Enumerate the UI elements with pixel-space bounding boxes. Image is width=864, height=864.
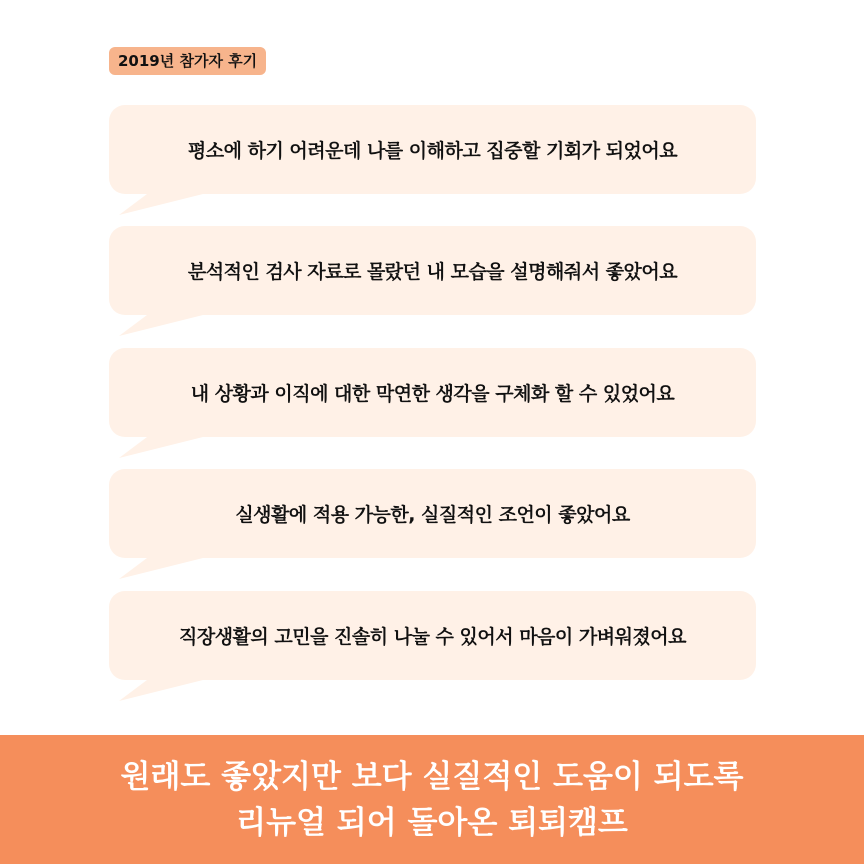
review-text: 실생활에 적용 가능한, 실질적인 조언이 좋았어요 (235, 504, 630, 526)
review-bubble (109, 348, 756, 437)
review-bubble (109, 469, 756, 558)
review-bubble (109, 591, 756, 680)
review-bubble (109, 226, 756, 315)
review-bubble (109, 105, 756, 194)
review-text: 분석적인 검사 자료로 몰랐던 내 모습을 설명해줘서 좋았어요 (187, 261, 678, 283)
review-text: 직장생활의 고민을 진솔히 나눌 수 있어서 마음이 가벼워졌어요 (178, 626, 686, 648)
review-text: 평소에 하기 어려운데 나를 이해하고 집중할 기회가 되었어요 (187, 140, 678, 162)
renewal-banner (0, 735, 864, 864)
banner-line-2: 리뉴얼 되어 돌아온 퇴퇴캠프 (236, 804, 628, 841)
review-text: 내 상황과 이직에 대한 막연한 생각을 구체화 할 수 있었어요 (190, 383, 675, 405)
year-participants-tag: 2019년 참가자 후기 (109, 47, 266, 75)
banner-line-1: 원래도 좋았지만 보다 실질적인 도움이 되도록 (120, 758, 744, 795)
